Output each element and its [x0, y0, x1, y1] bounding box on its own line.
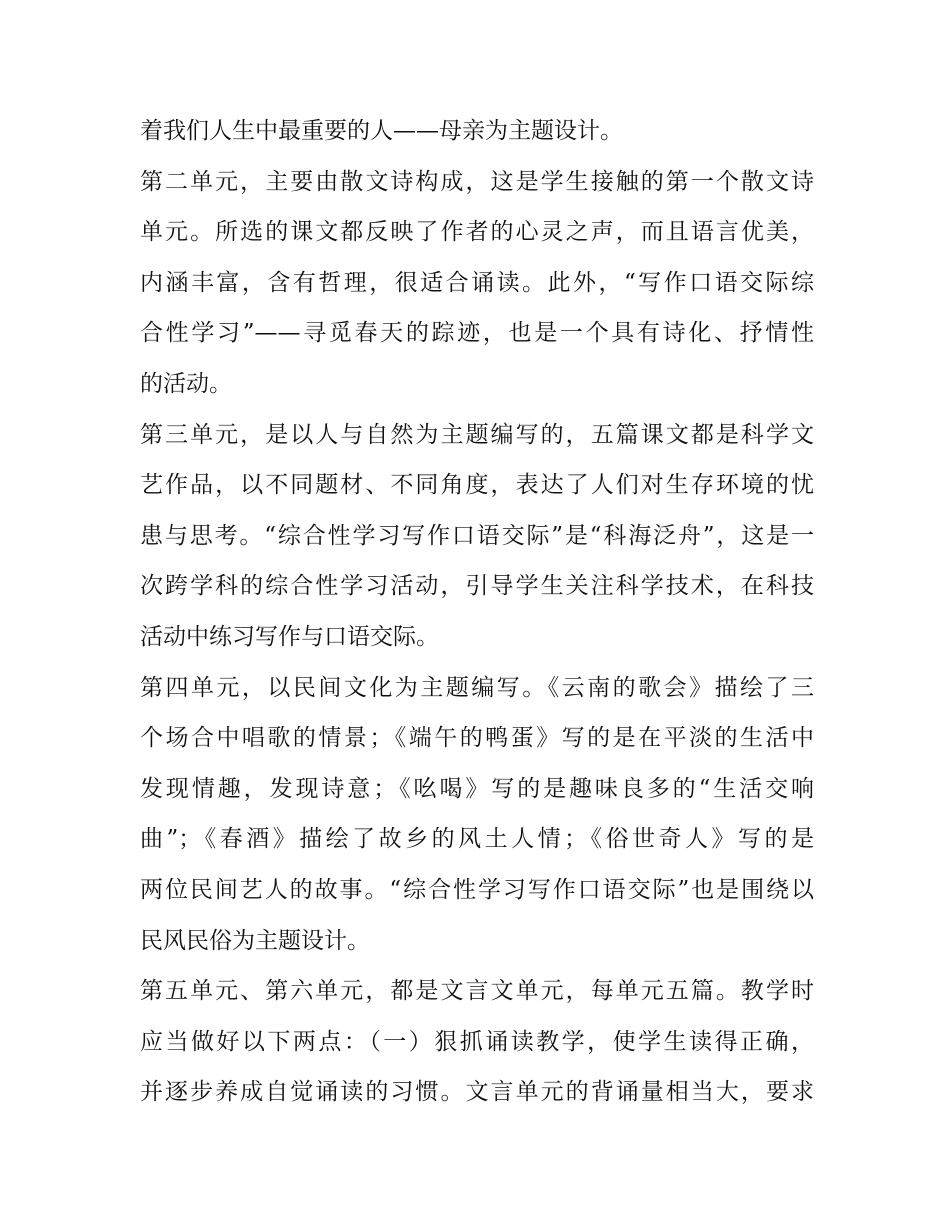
text-line: 第五单元、第六单元，都是文言文单元，每单元五篇。教学时: [140, 978, 814, 1005]
text-line: 着我们人生中最重要的人——母亲为主题设计。: [140, 118, 623, 144]
text-line: 并逐步养成自觉诵读的习惯。文言单元的背诵量相当大，要求: [140, 1079, 814, 1106]
text-line: 第三单元，是以人与自然为主题编写的，五篇课文都是科学文: [140, 421, 814, 448]
text-line: 的活动。: [140, 370, 232, 397]
text-line: 应当做好以下两点：（一）狠抓诵读教学，使学生读得正确，: [140, 1028, 814, 1055]
text-line: 合性学习”——寻觅春天的踪迹，也是一个具有诗化、抒情性: [140, 320, 814, 347]
text-line: 个场合中唱歌的情景；《端午的鸭蛋》写的是在平淡的生活中: [140, 725, 814, 752]
text-line: 内涵丰富，含有哲理，很适合诵读。此外，“写作口语交际综: [140, 269, 814, 296]
text-line: 次跨学科的综合性学习活动，引导学生关注科学技术，在科技: [140, 573, 814, 600]
text-line: 发现情趣，发现诗意；《吆喝》写的是趣味良多的“生活交响: [140, 775, 814, 802]
text-line: 艺作品，以不同题材、不同角度，表达了人们对生存环境的忧: [140, 472, 814, 499]
text-line: 曲”；《春酒》描绘了故乡的风土人情；《俗世奇人》写的是: [140, 826, 814, 853]
text-line: 患与思考。“综合性学习写作口语交际”是“科海泛舟”，这是一: [140, 522, 814, 549]
text-line: 两位民间艺人的故事。“综合性学习写作口语交际”也是围绕以: [140, 876, 814, 903]
text-line: 活动中练习写作与口语交际。: [140, 623, 439, 650]
text-line: 第四单元，以民间文化为主题编写。《云南的歌会》描绘了三: [140, 674, 814, 701]
document-body: [140, 106, 814, 1118]
text-line: 第二单元，主要由散文诗构成，这是学生接触的第一个散文诗: [140, 168, 814, 195]
text-line: 单元。所选的课文都反映了作者的心灵之声，而且语言优美，: [140, 219, 814, 246]
text-line: 民风民俗为主题设计。: [140, 927, 370, 954]
